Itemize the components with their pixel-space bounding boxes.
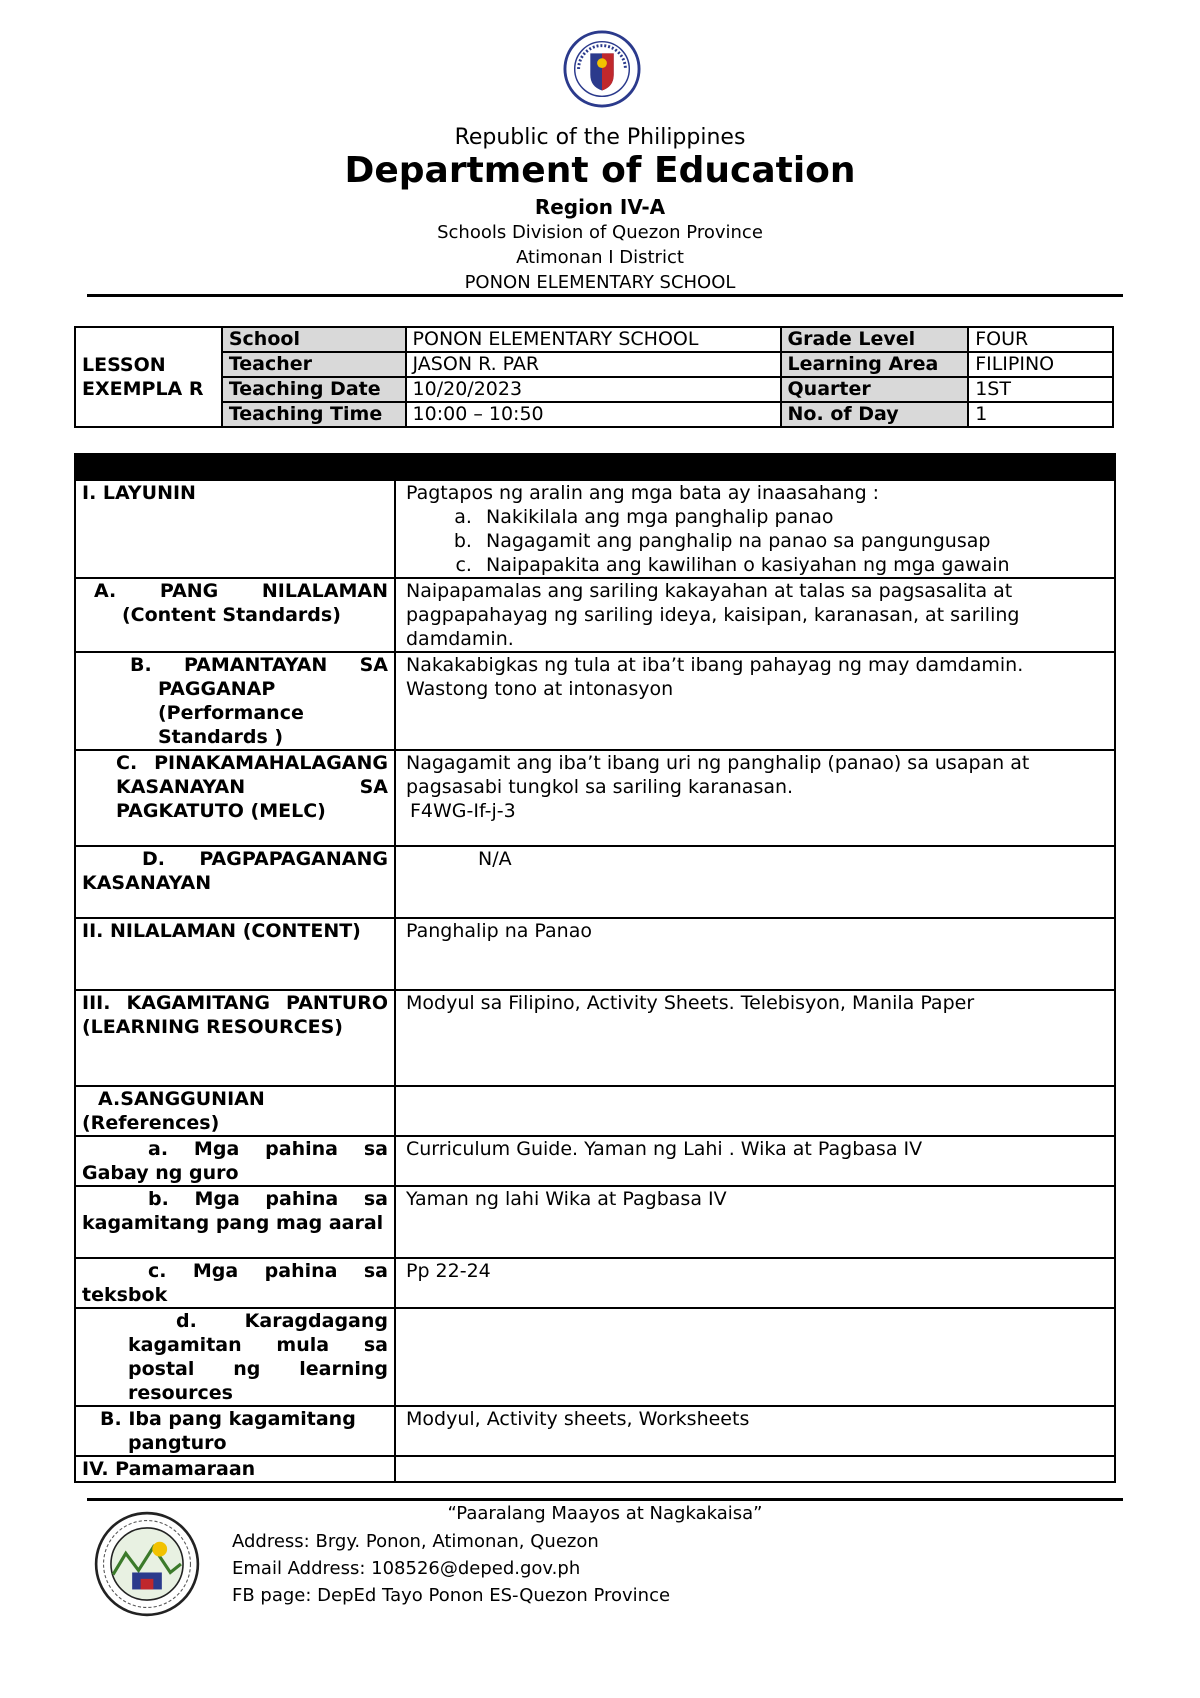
row-label: IV. Pamamaraan [75,1456,395,1482]
row-label: I. LAYUNIN [75,480,395,578]
row-label: A.SANGGUNIAN (References) [75,1086,395,1136]
row-value: Curriculum Guide. Yaman ng Lahi . Wika at Pagbasa IV [395,1136,1115,1186]
table-row [75,578,1115,652]
info-label: Quarter [781,377,969,402]
school-motto: “Paaralang Maayos at Nagkakaisa” [447,1503,763,1524]
table-row [75,846,1115,918]
row-label: B. Iba pang kagamitang pangturo [75,1406,395,1456]
performance-standard-note: Wastong tono at intonasyon [406,678,674,700]
table-header-bar [75,454,1115,480]
info-value: 10:00 – 10:50 [406,402,781,427]
info-label: Teacher [222,352,406,377]
table-row [75,1456,1115,1482]
list-item: b. Nagagamit ang panghalip na panao sa pangungusap [478,529,1108,553]
department-title: Department of Education [344,150,856,191]
lesson-exemplar-label: LESSON EXEMPLA R [75,327,222,427]
row-label: II. NILALAMAN (CONTENT) [75,918,395,990]
row-value: Pp 22-24 [395,1258,1115,1308]
info-value: 10/20/2023 [406,377,781,402]
row-value [395,1456,1115,1482]
republic-title: Republic of the Philippines [454,125,746,150]
info-value: 1 [968,402,1113,427]
table-row [75,750,1115,846]
table-row [75,918,1115,990]
info-label: No. of Day [781,402,969,427]
row-value: Panghalip na Panao [395,918,1115,990]
row-value [395,1086,1115,1136]
deped-seal-logo [563,30,641,108]
objectives-list [406,505,1108,577]
objectives-intro: Pagtapos ng aralin ang mga bata ay inaasahang : [406,482,880,504]
table-row [75,1308,1115,1406]
table-row [75,1186,1115,1258]
header-divider [87,294,1123,297]
info-label: Learning Area [781,352,969,377]
list-item: c. Naipapakita ang kawilihan o kasiyahan ng mga gawain [478,553,1108,577]
footer-email: Email Address: 108526@deped.gov.ph [232,1558,581,1579]
info-value: JASON R. PAR [406,352,781,377]
row-value: Yaman ng lahi Wika at Pagbasa IV [395,1186,1115,1258]
row-label: a. Mga pahina sa Gabay ng guro [75,1136,395,1186]
melc-code: F4WG-If-j-3 [410,800,516,822]
footer-address: Address: Brgy. Ponon, Atimonan, Quezon [232,1531,599,1552]
row-value: Naipapamalas ang sariling kakayahan at talas sa pagsasalita at pagpapahayag ng sariling ideya, kaisipan, karanasan, at sariling damdamin. [395,578,1115,652]
row-label: A. PANG NILALAMAN (Content Standards) [75,578,395,652]
region-title: Region IV-A [534,195,666,219]
info-value: 1ST [968,377,1113,402]
table-row [75,1406,1115,1456]
table-row [75,990,1115,1086]
melc-text: Nagagamit ang iba’t ibang uri ng panghalip (panao) sa usapan at pagsasabi tungkol sa sariling karanasan. [406,752,1030,798]
district-name: Atimonan I District [516,247,684,268]
table-row [75,1258,1115,1308]
info-value: PONON ELEMENTARY SCHOOL [406,327,781,352]
lesson-plan-table [74,453,1116,1483]
info-label: School [222,327,406,352]
performance-standard-text: Nakakabigkas ng tula at iba’t ibang pahayag ng may damdamin. [406,654,1024,676]
row-label: d. Karagdagang kagamitan mula sa postal ng learning resources [75,1308,395,1406]
table-row [75,652,1115,750]
division-name: Schools Division of Quezon Province [437,222,763,243]
school-seal-logo [94,1511,200,1617]
row-value [395,1308,1115,1406]
lesson-info-table [74,326,1114,428]
row-value: Modyul sa Filipino, Activity Sheets. Telebisyon, Manila Paper [395,990,1115,1086]
info-label: Grade Level [781,327,969,352]
list-item: a. Nakikilala ang mga panghalip panao [478,505,1108,529]
school-name: PONON ELEMENTARY SCHOOL [464,272,736,293]
table-row [75,1086,1115,1136]
info-value: FILIPINO [968,352,1113,377]
info-value: FOUR [968,327,1113,352]
row-value [395,750,1115,846]
row-label: b. Mga pahina sa kagamitang pang mag aaral [75,1186,395,1258]
footer-fb-page: FB page: DepEd Tayo Ponon ES-Quezon Province [232,1585,671,1606]
row-label: c. Mga pahina sa teksbok [75,1258,395,1308]
footer-divider [87,1498,1123,1501]
info-label: Teaching Date [222,377,406,402]
row-value [395,480,1115,578]
row-label: B. PAMANTAYAN SA PAGGANAP (Performance Standards ) [75,652,395,750]
row-label: C. PINAKAMAHALAGANG KASANAYAN SA PAGKATUTO (MELC) [75,750,395,846]
info-label: Teaching Time [222,402,406,427]
table-row [75,480,1115,578]
row-label: III. KAGAMITANG PANTURO (LEARNING RESOURCES) [75,990,395,1086]
row-value: N/A [395,846,1115,918]
row-value [395,652,1115,750]
row-label: D. PAGPAPAGANANG KASANAYAN [75,846,395,918]
table-row [75,1136,1115,1186]
row-value: Modyul, Activity sheets, Worksheets [395,1406,1115,1456]
